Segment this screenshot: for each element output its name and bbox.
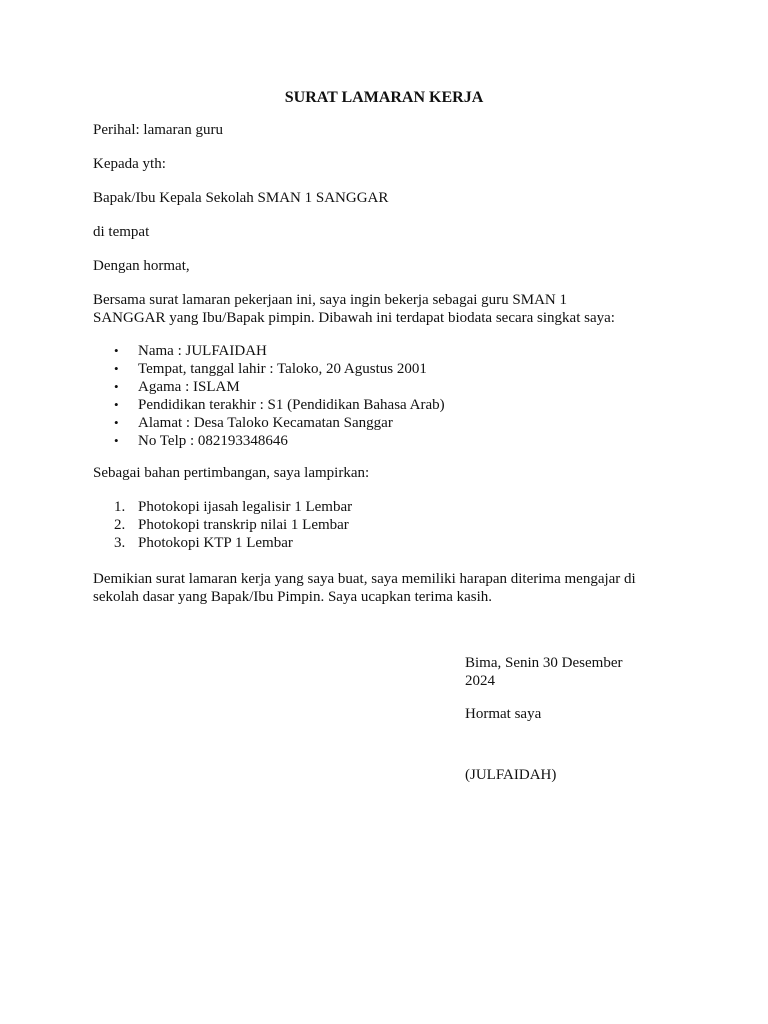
biodata-text: Alamat : Desa Taloko Kecamatan Sanggar (138, 415, 393, 431)
intro-line: SANGGAR yang Ibu/Bapak pimpin. Dibawah ini terdapat biodata secara singkat saya: (93, 310, 615, 326)
attachment-text: Photokopi KTP 1 Lembar (138, 535, 293, 551)
list-item (93, 516, 653, 534)
attachment-text: Photokopi transkrip nilai 1 Lembar (138, 517, 349, 533)
regards-line: Hormat saya (465, 706, 542, 722)
list-item (93, 396, 653, 414)
attachment-text: Photokopi ijasah legalisir 1 Lembar (138, 499, 353, 515)
list-item (93, 534, 653, 552)
bullet-icon: • (114, 361, 119, 376)
biodata-list (93, 342, 653, 450)
signature-name: (JULFAIDAH) (465, 767, 557, 783)
biodata-text: Agama : ISLAM (138, 379, 240, 395)
list-item (93, 432, 653, 450)
intro-paragraph (93, 291, 673, 327)
list-number: 1. (114, 499, 126, 515)
intro-line: Bersama surat lamaran pekerjaan ini, saya ingin bekerja sebagai guru SMAN 1 (93, 292, 568, 308)
bullet-icon: • (114, 433, 119, 448)
biodata-text: Pendidikan terakhir : S1 (Pendidikan Bahasa Arab) (138, 397, 445, 413)
attachments-intro: Sebagai bahan pertimbangan, saya lampirkan: (93, 465, 370, 481)
attachments-list (93, 498, 653, 552)
salutation-line: Dengan hormat, (93, 258, 190, 274)
list-item (93, 378, 653, 396)
list-number: 3. (114, 535, 126, 551)
list-item (93, 342, 653, 360)
biodata-text: No Telp : 082193348646 (138, 433, 288, 449)
list-item (93, 414, 653, 432)
place-line: di tempat (93, 224, 150, 240)
list-item (93, 498, 653, 516)
bullet-icon: • (114, 397, 119, 412)
bullet-icon: • (114, 415, 119, 430)
date-line: 2024 (465, 673, 495, 689)
letter-title: SURAT LAMARAN KERJA (284, 89, 484, 106)
biodata-text: Nama : JULFAIDAH (138, 343, 267, 359)
list-number: 2. (114, 517, 126, 533)
closing-line: sekolah dasar yang Bapak/Ibu Pimpin. Saya ucapkan terima kasih. (93, 589, 493, 605)
bullet-icon: • (114, 343, 119, 358)
subject-line: Perihal: lamaran guru (93, 122, 223, 138)
recipient-line: Bapak/Ibu Kepala Sekolah SMAN 1 SANGGAR (93, 190, 389, 206)
date-block (465, 654, 645, 690)
date-line: Bima, Senin 30 Desember (465, 655, 623, 671)
list-item (93, 360, 653, 378)
greeting-to: Kepada yth: (93, 156, 166, 172)
closing-paragraph (93, 570, 673, 606)
bullet-icon: • (114, 379, 119, 394)
biodata-text: Tempat, tanggal lahir : Taloko, 20 Agustus 2001 (138, 361, 427, 377)
closing-line: Demikian surat lamaran kerja yang saya buat, saya memiliki harapan diterima mengajar di (93, 571, 636, 587)
